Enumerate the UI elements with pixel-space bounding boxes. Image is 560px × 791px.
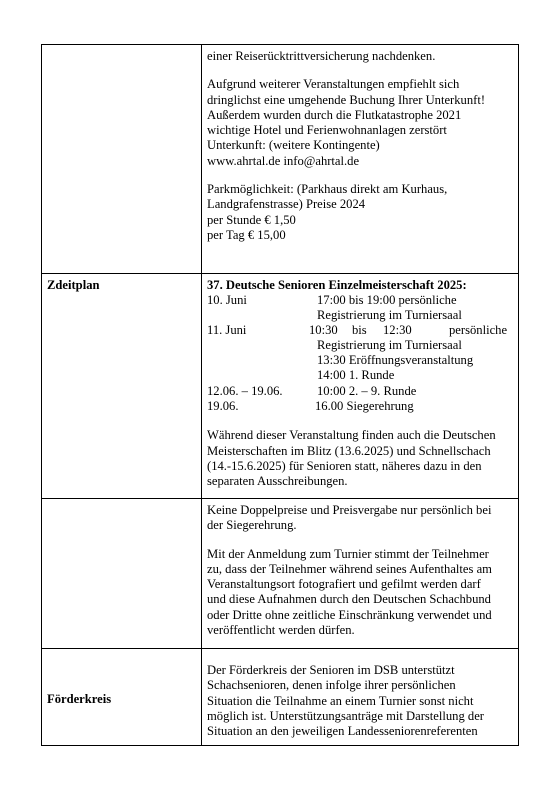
schedule-word: bis bbox=[352, 323, 367, 338]
text-line: Meisterschaften im Blitz (13.6.2025) und Schnellschach bbox=[207, 443, 491, 458]
text-line: möglich ist. Unterstützungsanträge mit Darstellung der bbox=[207, 708, 485, 723]
price-per-day: per Tag € 15,00 bbox=[207, 227, 286, 242]
text-line: dringlichst eine umgehende Buchung Ihrer Unterkunft! bbox=[207, 92, 486, 107]
contact-links: www.ahrtal.de info@ahrtal.de bbox=[207, 153, 360, 168]
paragraph-insurance bbox=[207, 49, 513, 64]
text-line: Außerdem wurden durch die Flutkatastrophe 2021 bbox=[207, 107, 462, 122]
schedule-word: persönliche bbox=[449, 323, 508, 338]
schedule-date: 12.06. – 19.06. bbox=[207, 384, 283, 399]
schedule-detail: Registrierung im Turniersaal bbox=[317, 338, 462, 353]
schedule-date: 10. Juni bbox=[207, 293, 247, 308]
paragraph-side-events bbox=[207, 428, 513, 489]
text-line: oder Dritte ohne zeitliche Einschränkung verwendet und bbox=[207, 607, 492, 622]
row-label-accommodation bbox=[42, 45, 202, 274]
text-line: Der Förderkreis der Senioren im DSB unterstützt bbox=[207, 663, 455, 677]
table-row-support-circle bbox=[42, 649, 519, 746]
paragraph-support bbox=[207, 663, 513, 739]
row-content-support-circle bbox=[202, 649, 519, 746]
table-row-prizes bbox=[42, 499, 519, 649]
row-label-support-circle bbox=[42, 649, 202, 746]
table-row-accommodation bbox=[42, 45, 519, 274]
row-content-schedule bbox=[202, 274, 519, 499]
schedule-date: 11. Juni bbox=[207, 323, 247, 338]
paragraph-media-consent bbox=[207, 547, 513, 639]
text-line: separaten Ausschreibungen. bbox=[207, 474, 348, 489]
paragraph-booking bbox=[207, 77, 513, 169]
row-label-schedule: Zdeitplan bbox=[42, 274, 202, 499]
text-line: der Siegerehrung. bbox=[207, 518, 297, 533]
paragraph-prizes bbox=[207, 503, 513, 534]
text-line: Schachsenioren, denen infolge ihrer persönlichen bbox=[207, 678, 456, 693]
row-content-prizes bbox=[202, 499, 519, 649]
schedule-detail: 13:30 Eröffnungsveranstaltung bbox=[317, 353, 474, 368]
schedule-title: 37. Deutsche Senioren Einzelmeisterschaft 2025: bbox=[207, 278, 467, 292]
text-line: Landgrafenstrasse) Preise 2024 bbox=[207, 197, 366, 212]
schedule-time: 12:30 bbox=[383, 323, 412, 338]
row-label-prizes bbox=[42, 499, 202, 649]
table-row-schedule bbox=[42, 274, 519, 499]
schedule-time: 10:00 2. – 9. Runde bbox=[317, 384, 417, 399]
text-line: veröffentlicht werden dürfen. bbox=[207, 623, 355, 638]
text-line: Situation die Teilnahme an einem Turnier sonst nicht bbox=[207, 693, 474, 708]
text-line: Parkmöglichkeit: (Parkhaus direkt am Kurhaus, bbox=[207, 182, 448, 197]
paragraph-parking bbox=[207, 182, 513, 243]
text-line: Während dieser Veranstaltung finden auch die Deutschen bbox=[207, 428, 496, 443]
text-line: Aufgrund weiterer Veranstaltungen empfiehlt sich bbox=[207, 77, 460, 92]
info-table bbox=[41, 44, 519, 746]
text-line: Veranstaltungsort fotografiert und gefilmt werden darf bbox=[207, 577, 481, 592]
schedule-time: 16.00 Siegerehrung bbox=[315, 399, 414, 414]
schedule-time: 10:30 bbox=[309, 323, 338, 338]
text-line: zu, dass der Teilnehmer während seines Aufenthaltes am bbox=[207, 561, 492, 576]
text-line: (14.-15.6.2025) für Senioren statt, näheres dazu in den bbox=[207, 458, 482, 473]
text-line: einer Reiserücktrittversicherung nachdenken. bbox=[207, 49, 436, 63]
price-per-hour: per Stunde € 1,50 bbox=[207, 212, 296, 227]
text-line: und diese Aufnahmen durch den Deutschen Schachbund bbox=[207, 592, 491, 607]
text-line: Mit der Anmeldung zum Turnier stimmt der Teilnehmer bbox=[207, 546, 489, 561]
schedule-time: 17:00 bis 19:00 persönliche bbox=[317, 293, 457, 308]
schedule-detail: 14:00 1. Runde bbox=[317, 368, 395, 383]
text-line: wichtige Hotel und Ferienwohnanlagen zerstört bbox=[207, 123, 447, 138]
text-line: Keine Doppelpreise und Preisvergabe nur persönlich bei bbox=[207, 503, 492, 517]
schedule-list bbox=[207, 293, 513, 415]
schedule-detail: Registrierung im Turniersaal bbox=[317, 308, 462, 323]
text-line: Unterkunft: (weitere Kontingente) bbox=[207, 138, 380, 153]
row-label-text: Förderkreis bbox=[47, 691, 112, 706]
row-content-accommodation bbox=[202, 45, 519, 274]
text-line: Situation an den jeweiligen Landesseniorenreferenten bbox=[207, 724, 478, 739]
schedule-date: 19.06. bbox=[207, 399, 239, 414]
